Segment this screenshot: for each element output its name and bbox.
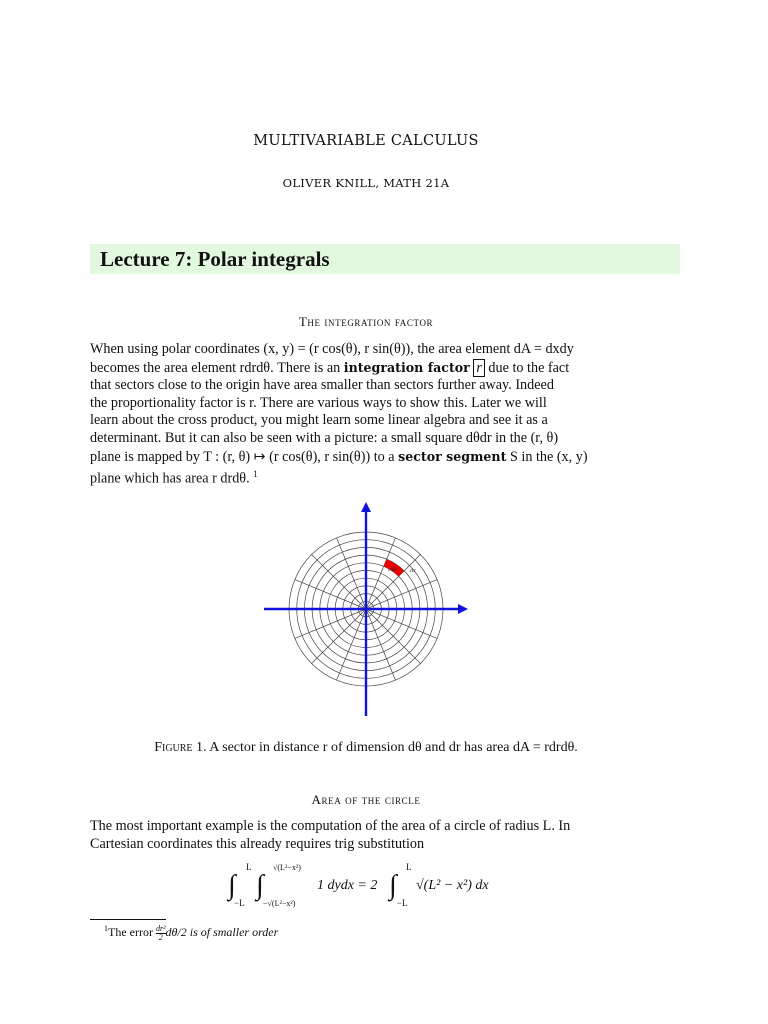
caption-text: A sector in distance r of dimension dθ and dr has area dA = rdrdθ. — [209, 740, 578, 755]
footnote-fraction: $\frac{\text{dr²}}{2}$ — [155, 923, 166, 942]
text-line: becomes the area element rdrdθ. There is an integration factor r due to the fact — [90, 359, 570, 376]
y-axis-arrow — [361, 502, 371, 512]
text-line: Cartesian coordinates this already requires trig substitution — [90, 835, 425, 852]
text-line: The most important example is the computation of the area of a circle of radius L. In — [90, 818, 571, 834]
integral-upper-1: L — [246, 862, 252, 872]
footnote-mark: 1 — [104, 924, 108, 933]
integral-lower-1: −L — [234, 898, 245, 908]
integral-sign: ∫ — [256, 870, 264, 901]
text-line: learn about the cross product, you might learn some linear algebra and see it as a — [90, 412, 548, 429]
section-heading-area-circle: Area of the circle — [311, 792, 421, 807]
footnote-divider — [90, 919, 166, 920]
x-axis-arrow — [458, 604, 468, 614]
integral-upper-3: L — [406, 862, 412, 872]
text-line: that sectors close to the origin have area smaller than sectors further away. Indeed — [90, 377, 554, 394]
paragraph-integration-factor — [90, 341, 680, 488]
document-author: OLIVER KNILL, MATH 21A — [282, 176, 450, 190]
label-rdtheta: rdθ — [388, 567, 397, 573]
polar-grid-figure — [260, 500, 472, 720]
lecture-title-banner — [90, 244, 680, 274]
formula-integrand: 1 dydx = 2 — [317, 878, 378, 893]
term-sector-segment: sector segment — [398, 448, 507, 464]
label-dr: dr — [410, 568, 416, 574]
text-line: the proportionality factor is r. There are various ways to show this. Later we will — [90, 394, 547, 411]
figure-caption — [0, 740, 732, 756]
footnote: $^1$The error $\frac{\text{dr²}}{2}$ dθ/2 is of smaller order — [104, 923, 279, 942]
document-title: MULTIVARIABLE CALCULUS — [253, 133, 479, 149]
boxed-r: r — [473, 359, 485, 377]
paragraph-area-circle — [90, 818, 680, 853]
lecture-title: Lecture 7: Polar integrals — [100, 247, 330, 271]
integral-lower-2: −√(L²−x²) — [263, 899, 296, 908]
integral-lower-3: −L — [397, 898, 408, 908]
text-line: plane is mapped by T : (r, θ) ↦ (r cos(θ), r sin(θ)) to a sector segment S in the (x, y) — [90, 448, 588, 465]
integral-upper-2: √(L²−x²) — [273, 863, 301, 872]
text-line: plane which has area r drdθ. $^1$ — [90, 469, 258, 487]
area-formula — [226, 862, 526, 912]
integral-sign: ∫ — [389, 870, 397, 901]
formula-rhs: √(L² − x²) dx — [416, 878, 489, 893]
term-integration-factor: integration factor — [343, 359, 470, 375]
text-line: determinant. But it can also be seen with a picture: a small square dθdr in the (r, θ) — [90, 429, 559, 446]
caption-label: Figure 1. — [154, 740, 207, 755]
section-heading-integration-factor: The integration factor — [298, 314, 434, 329]
integral-sign: ∫ — [228, 870, 236, 901]
text-line: When using polar coordinates (x, y) = (r cos(θ), r sin(θ)), the area element dA = dxdy — [90, 341, 574, 357]
footnote-ref: 1 — [253, 469, 258, 480]
